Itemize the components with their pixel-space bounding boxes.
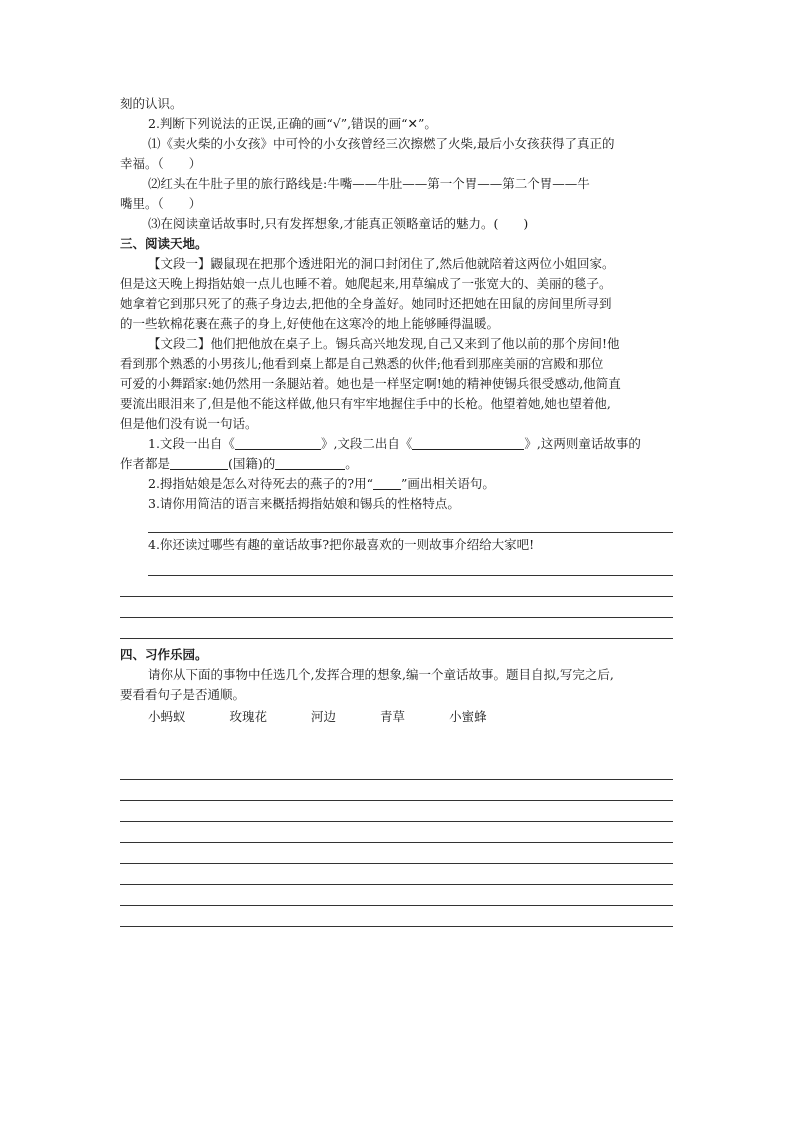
- q2-item2-line1: ⑵红头在牛肚子里的旅行路线是:牛嘴——牛肚——第一个胃——第二个胃——牛: [148, 176, 590, 191]
- passage-2-line: 但是他们没有说一句话。: [120, 416, 258, 431]
- reading-q1-line2: [120, 454, 673, 474]
- reading-q4: 4.你还读过哪些有趣的童话故事?把你最喜欢的一则故事介绍给大家吧!: [148, 537, 535, 552]
- writing-prompt-line: 请你从下面的事物中任选几个,发挥合理的想象,编一个童话故事。题目自拟,写完之后,: [148, 667, 614, 682]
- word-bank: [120, 707, 673, 727]
- writing-line[interactable]: [120, 780, 673, 801]
- writing-line[interactable]: [120, 801, 673, 822]
- passage-2-line: 可爱的小舞蹈家:她仍然用一条腿站着。她也是一样坚定啊!她的精神使锡兵很受感动,他简直: [120, 376, 621, 391]
- q2-item3: ⑶在阅读童话故事时,只有发挥想象,才能真正领略童话的魅力。( ): [148, 216, 529, 231]
- q2-item1-line2: 幸福。（ ）: [120, 156, 202, 171]
- word-item: 河边: [311, 709, 337, 724]
- word-item: 小蜜蜂: [449, 709, 487, 724]
- reading-q1-text: 。: [345, 456, 358, 471]
- q2-item2-line2: 嘴里。（ ）: [120, 196, 202, 211]
- passage-1: [120, 254, 673, 334]
- writing-line[interactable]: [120, 759, 673, 780]
- reading-q1-text: 》,这两则童话故事的: [524, 436, 641, 451]
- reading-q1-line1: [120, 434, 673, 454]
- passage-2: [120, 334, 673, 434]
- source-blank-1[interactable]: [235, 436, 321, 450]
- word-item: 青草: [380, 709, 406, 724]
- writing-line[interactable]: [120, 864, 673, 885]
- source-blank-2[interactable]: [412, 436, 524, 450]
- answer-line[interactable]: [120, 618, 673, 639]
- writing-line[interactable]: [120, 843, 673, 864]
- reading-q2-text: ”画出相关语句。: [401, 476, 495, 491]
- reading-q1-text: (国籍)的: [228, 456, 276, 471]
- worksheet-content: [120, 94, 673, 927]
- word-item: 小蚂蚁: [148, 709, 186, 724]
- writing-line[interactable]: [120, 885, 673, 906]
- author-blank[interactable]: [275, 456, 345, 470]
- q2-item1-line1: ⑴《卖火柴的小女孩》中可怜的小女孩曾经三次擦燃了火柴,最后小女孩获得了真正的: [148, 136, 615, 151]
- passage-2-line: 要流出眼泪来了,但是他不能这样做,他只有牢牢地握住手中的长枪。他望着她,她也望着他,: [120, 396, 611, 411]
- writing-line[interactable]: [120, 906, 673, 927]
- passage-1-line: 【文段一】鼹鼠现在把那个透进阳光的洞口封闭住了,然后他就陪着这两位小姐回家。: [148, 256, 615, 271]
- nationality-blank[interactable]: [170, 456, 228, 470]
- section4-title: 四、习作乐园。: [120, 647, 208, 662]
- answer-line[interactable]: [148, 512, 673, 533]
- answer-line[interactable]: [120, 576, 673, 597]
- passage-2-line: 【文段二】他们把他放在桌子上。锡兵高兴地发现,自己又来到了他以前的那个房间!他: [148, 336, 620, 351]
- reading-q3: 3.请你用简洁的语言来概括拇指姑娘和锡兵的性格特点。: [148, 496, 460, 511]
- section3-title: 三、阅读天地。: [120, 236, 208, 251]
- passage-1-line: 但是这天晚上拇指姑娘一点儿也睡不着。她爬起来,用草编成了一张宽大的、美丽的毯子。: [120, 276, 612, 291]
- part2-tail: 刻的认识。: [120, 96, 183, 111]
- passage-2-line: 看到那个熟悉的小男孩儿;他看到桌上都是自己熟悉的伙伴;他看到那座美丽的宫殿和那位: [120, 356, 604, 371]
- writing-prompt-line: 要看看句子是否通顺。: [120, 687, 246, 702]
- q2-title: 2.判断下列说法的正误,正确的画“√”,错误的画“✕”。: [148, 116, 437, 131]
- underline-sample: [373, 476, 401, 490]
- reading-q1-text: 作者都是: [120, 456, 171, 471]
- reading-q2-text: 2.拇指姑娘是怎么对待死去的燕子的?用“: [148, 476, 374, 491]
- reading-q1-text: 》,文段二出自《: [320, 436, 413, 451]
- word-item: 玫瑰花: [229, 709, 268, 724]
- answer-line[interactable]: [120, 597, 673, 618]
- reading-q1-text: 1.文段一出自《: [148, 436, 235, 451]
- passage-1-line: 她拿着它到那只死了的燕子身边去,把他的全身盖好。她同时还把她在田鼠的房间里所寻到: [120, 296, 612, 311]
- writing-line[interactable]: [120, 822, 673, 843]
- answer-line[interactable]: [148, 555, 673, 576]
- reading-q2: [120, 474, 673, 494]
- passage-1-line: 的一些软棉花裹在燕子的身上,好使他在这寒冷的地上能够睡得温暖。: [120, 316, 499, 331]
